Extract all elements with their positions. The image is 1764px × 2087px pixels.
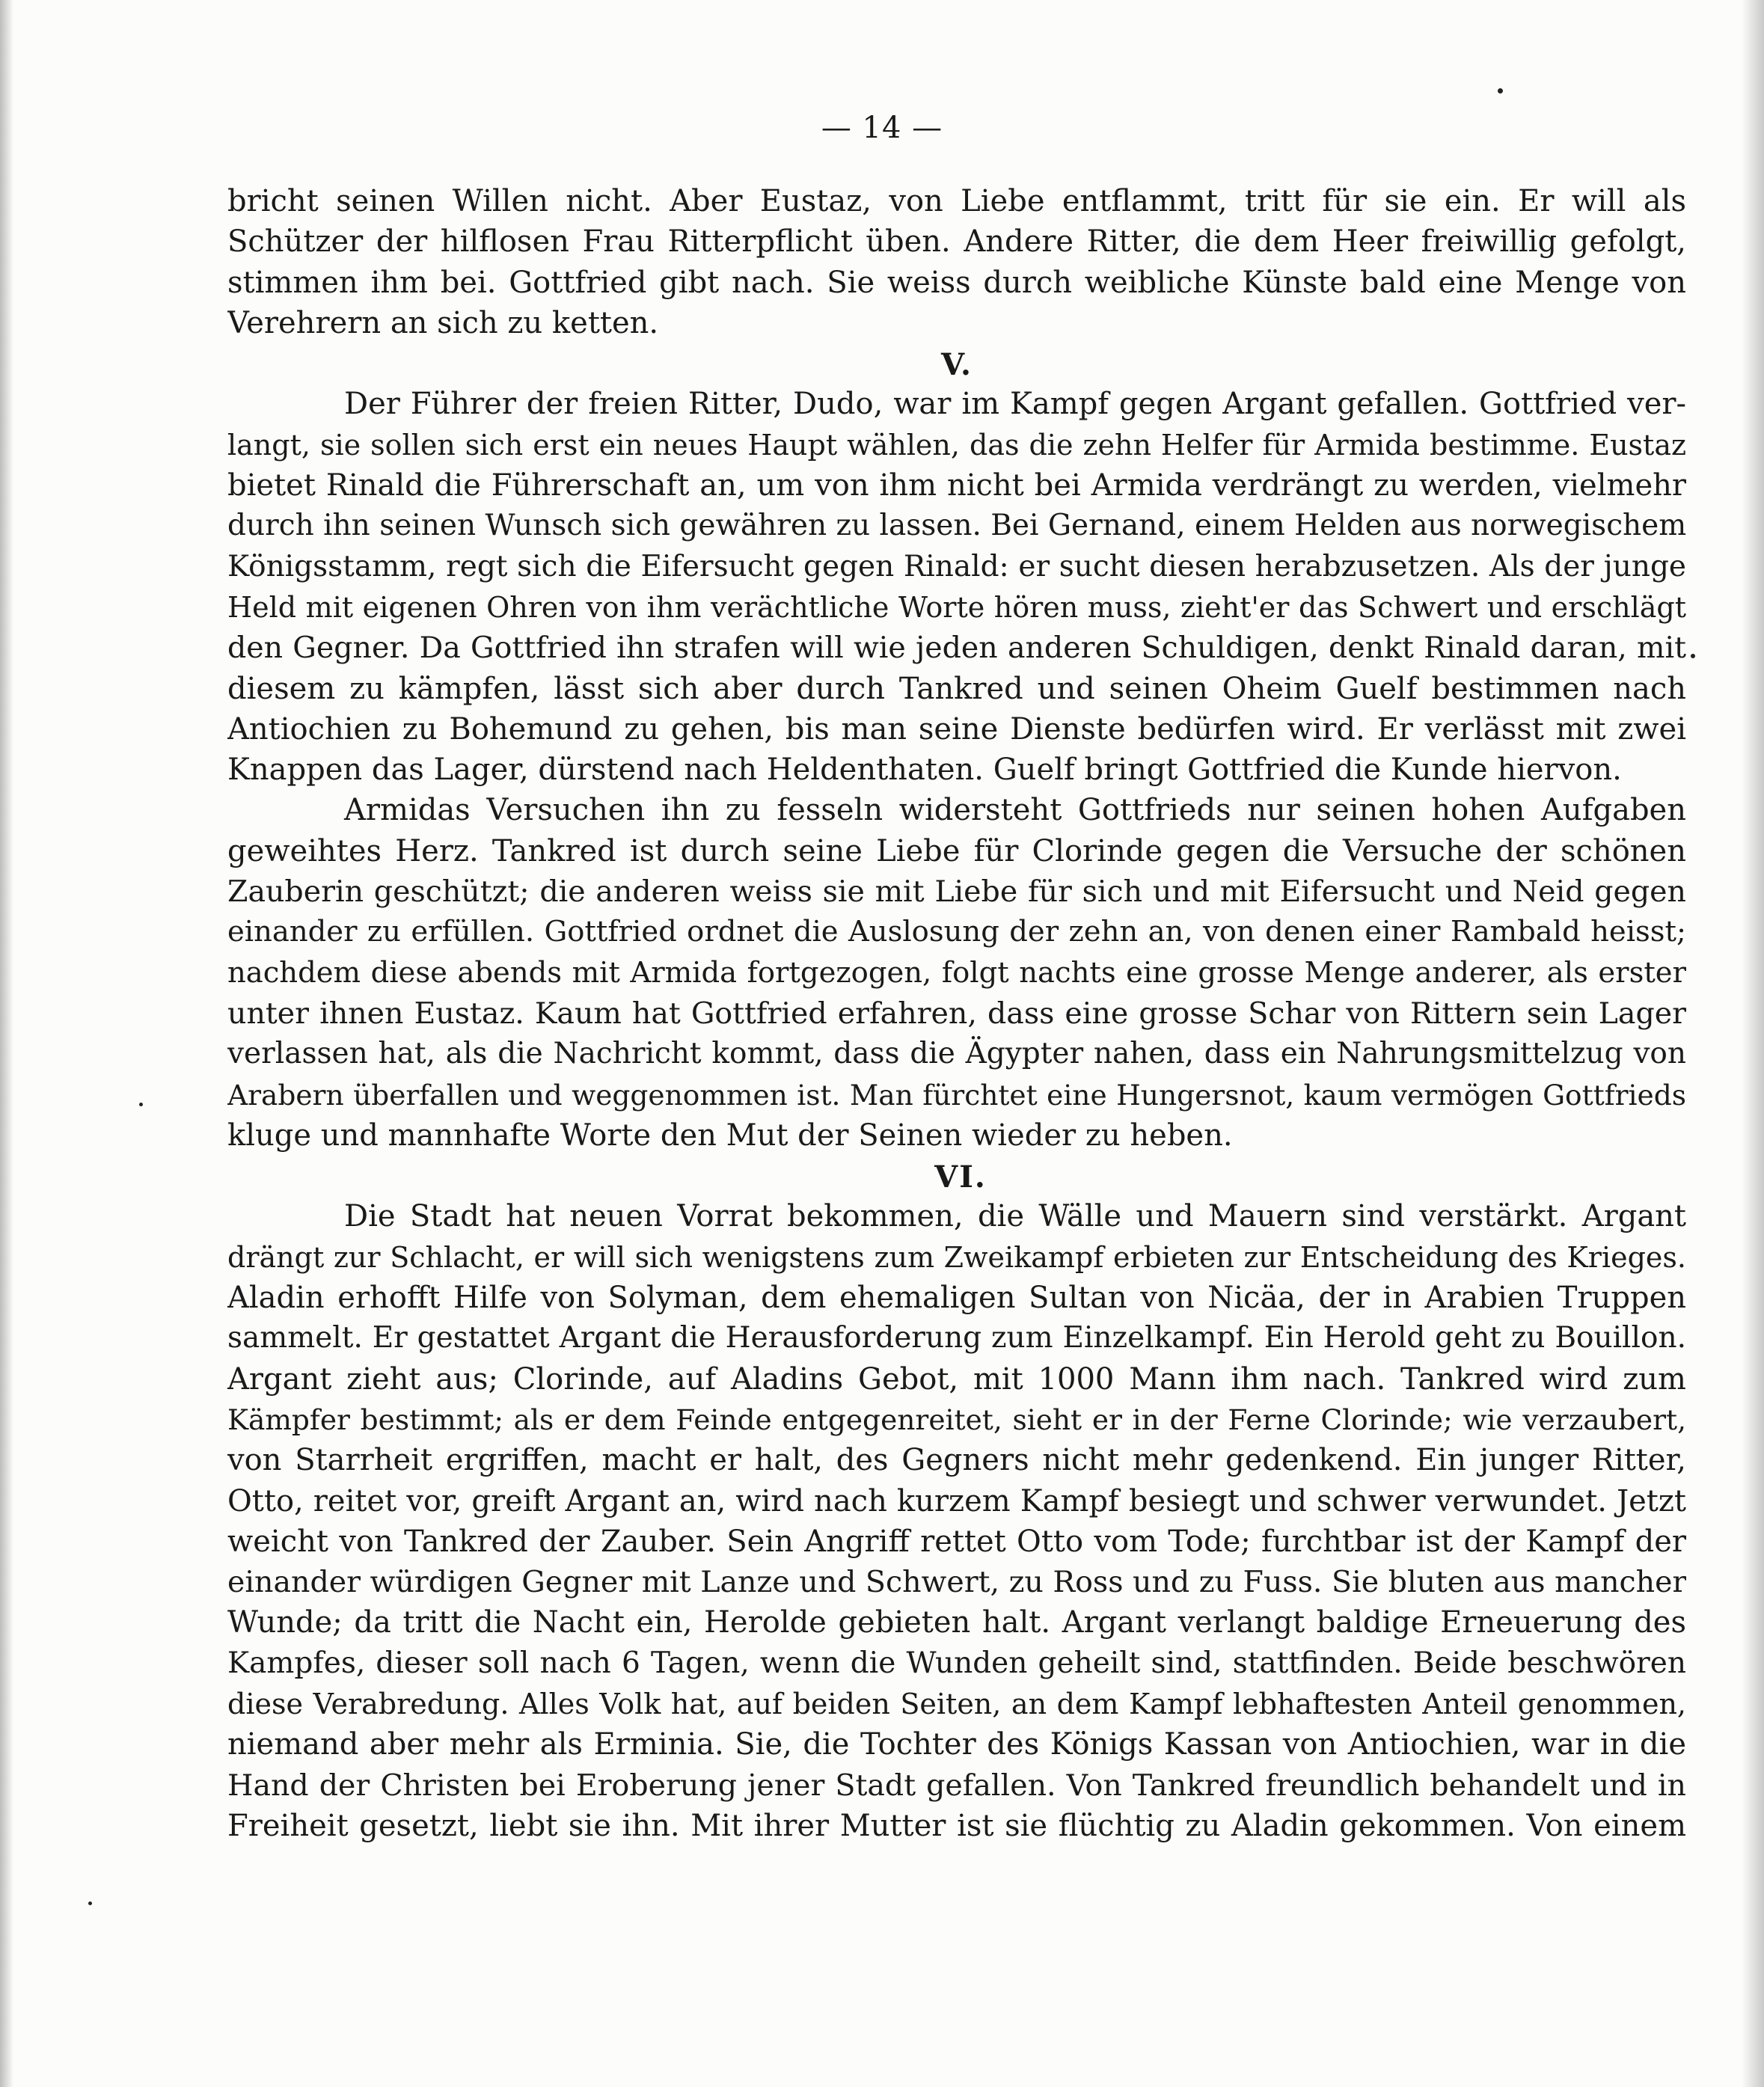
text-line: Die Stadt hat neuen Vorrat bekommen, die Wälle und Mauern sind verstärkt. Argant	[344, 1199, 1686, 1234]
body-text	[227, 181, 1686, 1846]
text-line: einander würdigen Gegner mit Lanze und Schwert, zu Ross und zu Fuss. Sie bluten aus mancher	[227, 1565, 1686, 1600]
ink-speck	[1691, 654, 1695, 658]
text-line: Schützer der hilflosen Frau Ritterpflicht üben. Andere Ritter, die dem Heer freiwillig gefolgt,	[227, 224, 1686, 260]
text-line: Königsstamm, regt sich die Eifersucht gegen Rinald: er sucht diesen herabzusetzen. Als der junge	[227, 549, 1686, 583]
text-line: Argant zieht aus; Clorinde, auf Aladins Gebot, mit 1000 Mann ihm nach. Tankred wird zum	[227, 1361, 1686, 1397]
text-line: verlassen hat, als die Nachricht kommt, dass die Ägypter nahen, dass ein Nahrungsmittelzug von	[227, 1037, 1686, 1071]
text-line: bricht seinen Willen nicht. Aber Eustaz, von Liebe entflammt, tritt für sie ein. Er will als	[227, 184, 1686, 218]
text-line: Verehrern an sich zu ketten.	[227, 305, 659, 340]
text-line: Kampfes, dieser soll nach 6 Tagen, wenn die Wunden geheilt sind, stattfinden. Beide beschwören	[227, 1646, 1686, 1680]
text-line: einander zu erfüllen. Gottfried ordnet die Auslosung der zehn an, von denen einer Rambald heisst;	[227, 915, 1686, 949]
text-line: Hand der Christen bei Eroberung jener Stadt gefallen. Von Tankred freundlich behandelt und in	[227, 1768, 1686, 1803]
ink-speck	[88, 1901, 92, 1905]
text-line: drängt zur Schlacht, er will sich wenigstens zum Zweikampf erbieten zur Entscheidung des Krieges.	[227, 1240, 1686, 1274]
text-line: sammelt. Er gestattet Argant die Herausforderung zum Einzelkampf. Ein Herold geht zu Bouillon.	[227, 1321, 1686, 1355]
ink-speck	[1498, 88, 1503, 94]
page-number: — 14 —	[821, 111, 943, 145]
text-line: Zauberin geschützt; die anderen weiss sie mit Liebe für sich und mit Eifersucht und Neid gegen	[227, 874, 1686, 910]
text-line: Wunde; da tritt die Nacht ein, Herolde gebieten halt. Argant verlangt baldige Erneuerung des	[227, 1605, 1686, 1640]
text-line: weicht von Tankred der Zauber. Sein Angriff rettet Otto vom Tode; furchtbar ist der Kampf der	[227, 1524, 1686, 1559]
text-line: diesem zu kämpfen, lässt sich aber durch Tankred und seinen Oheim Guelf bestimmen nach	[227, 671, 1686, 706]
text-line: den Gegner. Da Gottfried ihn strafen will wie jeden anderen Schuldigen, denkt Rinald daran, mit	[227, 631, 1686, 666]
text-line: bietet Rinald die Führerschaft an, um von ihm nicht bei Armida verdrängt zu werden, vielmehr	[227, 468, 1686, 503]
text-line: durch ihn seinen Wunsch sich gewähren zu lassen. Bei Gernand, einem Helden aus norwegischem	[227, 509, 1686, 543]
ink-speck	[139, 1103, 143, 1106]
text-line: diese Verabredung. Alles Volk hat, auf beiden Seiten, an dem Kampf lebhaftesten Anteil genommen,	[227, 1687, 1686, 1720]
text-line: von Starrheit ergriffen, macht er halt, des Gegners nicht mehr gedenkend. Ein junger Ritter,	[227, 1443, 1686, 1478]
text-line: Antiochien zu Bohemund zu gehen, bis man seine Dienste bedürfen wird. Er verlässt mit zwei	[227, 711, 1686, 747]
text-line: stimmen ihm bei. Gottfried gibt nach. Sie weiss durch weibliche Künste bald eine Menge von	[227, 265, 1686, 300]
text-line: Arabern überfallen und weggenommen ist. Man fürchtet eine Hungersnot, kaum vermögen Gottfrieds	[227, 1078, 1686, 1112]
left-page-shadow	[0, 0, 13, 2087]
text-line: geweihtes Herz. Tankred ist durch seine Liebe für Clorinde gegen die Versuche der schönen	[227, 833, 1686, 868]
text-line: Armidas Versuchen ihn zu fesseln widersteht Gottfrieds nur seinen hohen Aufgaben	[344, 793, 1686, 828]
text-line: nachdem diese abends mit Armida fortgezogen, folgt nachts eine grosse Menge anderer, als erster	[227, 955, 1686, 990]
right-page-shadow	[1742, 0, 1764, 2087]
text-line: Otto, reitet vor, greift Argant an, wird nach kurzem Kampf besiegt und schwer verwundet. Jetzt	[227, 1483, 1686, 1518]
section-heading: VI.	[934, 1159, 987, 1195]
text-line: Freiheit gesetzt, liebt sie ihn. Mit ihrer Mutter ist sie flüchtig zu Aladin gekommen. Von einem	[227, 1808, 1686, 1843]
section-heading: V.	[941, 347, 973, 383]
text-line: Kämpfer bestimmt; als er dem Feinde entgegenreitet, sieht er in der Ferne Clorinde; wie verzaubert,	[227, 1403, 1686, 1436]
text-line: unter ihnen Eustaz. Kaum hat Gottfried erfahren, dass eine grosse Schar von Rittern sein Lager	[227, 996, 1686, 1031]
text-line: Der Führer der freien Ritter, Dudo, war im Kampf gegen Argant gefallen. Gottfried ver-	[344, 387, 1686, 422]
text-line: Held mit eigenen Ohren von ihm verächtliche Worte hören muss, zieht'er das Schwert und erschlägt	[227, 590, 1686, 624]
text-line: Knappen das Lager, dürstend nach Heldenthaten. Guelf bringt Gottfried die Kunde hiervon.	[227, 753, 1622, 788]
text-line: niemand aber mehr als Erminia. Sie, die Tochter des Königs Kassan von Antiochien, war in die	[227, 1727, 1686, 1762]
text-line: kluge und mannhafte Worte den Mut der Seinen wieder zu heben.	[227, 1118, 1233, 1153]
text-line: Aladin erhofft Hilfe von Solyman, dem ehemaligen Sultan von Nicäa, der in Arabien Truppen	[227, 1281, 1686, 1316]
text-line: langt, sie sollen sich erst ein neues Haupt wählen, das die zehn Helfer für Armida bestimme. Eustaz	[227, 428, 1686, 462]
